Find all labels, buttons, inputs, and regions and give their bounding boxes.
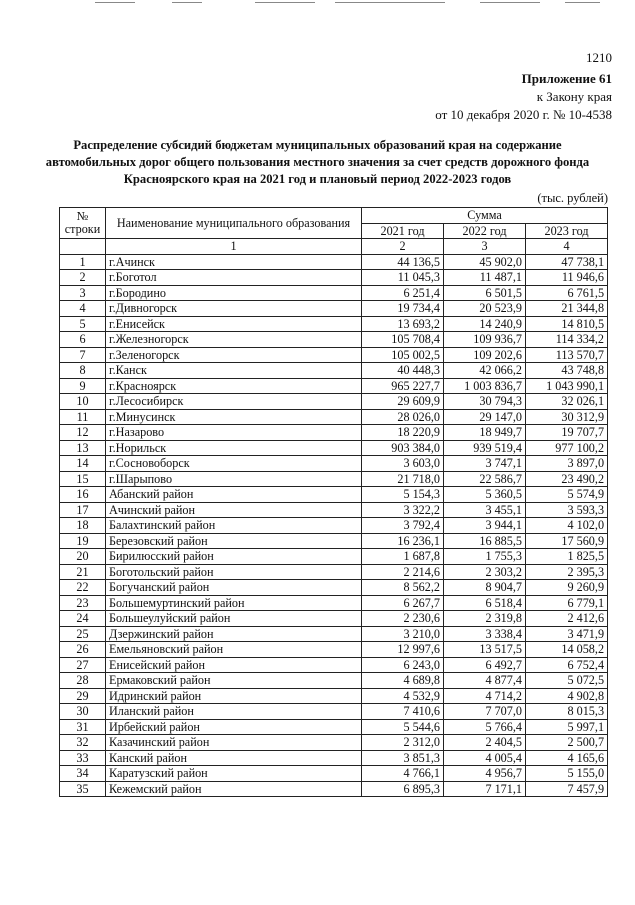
- amount-2023: 21 344,8: [526, 301, 608, 317]
- amount-2022: 5 360,5: [444, 487, 526, 503]
- amount-2022: 939 519,4: [444, 440, 526, 456]
- amount-2021: 6 251,4: [362, 285, 444, 301]
- row-number: 32: [60, 735, 106, 751]
- amount-2023: 2 412,6: [526, 611, 608, 627]
- municipality-name: Каратузский район: [106, 766, 362, 782]
- amount-2022: 18 949,7: [444, 425, 526, 441]
- amount-2023: 14 810,5: [526, 316, 608, 332]
- table-row: [60, 533, 608, 549]
- row-number: 12: [60, 425, 106, 441]
- row-number: 28: [60, 673, 106, 689]
- row-number: 21: [60, 564, 106, 580]
- table-row: [60, 316, 608, 332]
- amount-2023: 43 748,8: [526, 363, 608, 379]
- appendix-title: Приложение 61: [521, 71, 612, 86]
- table-row: [60, 735, 608, 751]
- header-year-2022: 2022 год: [444, 223, 526, 239]
- amount-2023: 17 560,9: [526, 533, 608, 549]
- table-row: [60, 502, 608, 518]
- amount-2021: 7 410,6: [362, 704, 444, 720]
- row-number: 8: [60, 363, 106, 379]
- table-row: [60, 487, 608, 503]
- amount-2023: 5 574,9: [526, 487, 608, 503]
- amount-2021: 3 322,2: [362, 502, 444, 518]
- row-number: 35: [60, 781, 106, 797]
- amount-2021: 3 851,3: [362, 750, 444, 766]
- municipality-name: Бирилюсский район: [106, 549, 362, 565]
- header-row-number: № строки: [60, 208, 106, 239]
- municipality-name: г.Лесосибирск: [106, 394, 362, 410]
- municipality-name: Казачинский район: [106, 735, 362, 751]
- municipality-name: Богучанский район: [106, 580, 362, 596]
- municipality-name: г.Красноярск: [106, 378, 362, 394]
- row-number: 30: [60, 704, 106, 720]
- amount-2022: 109 202,6: [444, 347, 526, 363]
- header-year-2023: 2023 год: [526, 223, 608, 239]
- appendix-date-line: от 10 декабря 2020 г. № 10-4538: [435, 107, 612, 122]
- row-number: 13: [60, 440, 106, 456]
- amount-2022: 109 936,7: [444, 332, 526, 348]
- table-row: [60, 750, 608, 766]
- amount-2021: 4 766,1: [362, 766, 444, 782]
- amount-2022: 6 492,7: [444, 657, 526, 673]
- amount-2023: 30 312,9: [526, 409, 608, 425]
- row-number: 3: [60, 285, 106, 301]
- amount-2022: 29 147,0: [444, 409, 526, 425]
- table-row: [60, 378, 608, 394]
- municipality-name: г.Назарово: [106, 425, 362, 441]
- municipality-name: г.Шарыпово: [106, 471, 362, 487]
- municipality-name: Ирбейский район: [106, 719, 362, 735]
- row-number: 26: [60, 642, 106, 658]
- municipality-name: Дзержинский район: [106, 626, 362, 642]
- municipality-name: Емельяновский район: [106, 642, 362, 658]
- amount-2022: 6 518,4: [444, 595, 526, 611]
- amount-2023: 7 457,9: [526, 781, 608, 797]
- table-row: [60, 704, 608, 720]
- amount-2021: 3 792,4: [362, 518, 444, 534]
- amount-2023: 2 500,7: [526, 735, 608, 751]
- amount-2022: 1 755,3: [444, 549, 526, 565]
- amount-2022: 3 747,1: [444, 456, 526, 472]
- amount-2021: 105 002,5: [362, 347, 444, 363]
- row-number: 17: [60, 502, 106, 518]
- amount-2021: 12 997,6: [362, 642, 444, 658]
- amount-2023: 32 026,1: [526, 394, 608, 410]
- table-row: [60, 425, 608, 441]
- row-number: 15: [60, 471, 106, 487]
- row-number: 18: [60, 518, 106, 534]
- table-row: [60, 440, 608, 456]
- amount-2023: 6 779,1: [526, 595, 608, 611]
- column-index-3: 3: [444, 239, 526, 255]
- table-row: [60, 611, 608, 627]
- table-row: [60, 719, 608, 735]
- table-row: [60, 254, 608, 270]
- amount-2023: 1 043 990,1: [526, 378, 608, 394]
- amount-2021: 2 312,0: [362, 735, 444, 751]
- amount-2023: 47 738,1: [526, 254, 608, 270]
- table-row: [60, 456, 608, 472]
- municipality-name: г.Енисейск: [106, 316, 362, 332]
- table-row: [60, 270, 608, 286]
- row-number: 33: [60, 750, 106, 766]
- page-number: 1210: [586, 50, 612, 65]
- table-row: [60, 781, 608, 797]
- amount-2022: 8 904,7: [444, 580, 526, 596]
- amount-2022: 20 523,9: [444, 301, 526, 317]
- amount-2022: 3 338,4: [444, 626, 526, 642]
- table-row: [60, 394, 608, 410]
- amount-2021: 105 708,4: [362, 332, 444, 348]
- amount-2023: 6 761,5: [526, 285, 608, 301]
- table-row: [60, 673, 608, 689]
- amount-2021: 2 230,6: [362, 611, 444, 627]
- amount-2021: 21 718,0: [362, 471, 444, 487]
- amount-2021: 18 220,9: [362, 425, 444, 441]
- amount-2022: 5 766,4: [444, 719, 526, 735]
- row-number: 34: [60, 766, 106, 782]
- amount-2022: 7 707,0: [444, 704, 526, 720]
- row-number: 11: [60, 409, 106, 425]
- amount-2021: 19 734,4: [362, 301, 444, 317]
- row-number: 20: [60, 549, 106, 565]
- amount-2022: 45 902,0: [444, 254, 526, 270]
- row-number: 10: [60, 394, 106, 410]
- amount-2021: 16 236,1: [362, 533, 444, 549]
- municipality-name: Кежемский район: [106, 781, 362, 797]
- amount-2021: 6 895,3: [362, 781, 444, 797]
- row-number: 19: [60, 533, 106, 549]
- amount-2023: 14 058,2: [526, 642, 608, 658]
- municipality-name: Ачинский район: [106, 502, 362, 518]
- amount-2021: 2 214,6: [362, 564, 444, 580]
- appendix-law-line: к Закону края: [536, 89, 612, 104]
- amount-2023: 4 165,6: [526, 750, 608, 766]
- municipality-name: г.Норильск: [106, 440, 362, 456]
- header-year-2021: 2021 год: [362, 223, 444, 239]
- amount-2022: 1 003 836,7: [444, 378, 526, 394]
- amount-2021: 3 603,0: [362, 456, 444, 472]
- amount-2022: 4 877,4: [444, 673, 526, 689]
- amount-2021: 6 243,0: [362, 657, 444, 673]
- table-row: [60, 301, 608, 317]
- row-number: 14: [60, 456, 106, 472]
- municipality-name: Канский район: [106, 750, 362, 766]
- amount-2022: 4 714,2: [444, 688, 526, 704]
- municipality-name: Балахтинский район: [106, 518, 362, 534]
- municipality-name: Ермаковский район: [106, 673, 362, 689]
- table-row: [60, 766, 608, 782]
- row-number: 1: [60, 254, 106, 270]
- municipality-name: Березовский район: [106, 533, 362, 549]
- amount-2021: 8 562,2: [362, 580, 444, 596]
- municipality-name: Боготольский район: [106, 564, 362, 580]
- amount-2023: 23 490,2: [526, 471, 608, 487]
- amount-2023: 977 100,2: [526, 440, 608, 456]
- amount-2022: 22 586,7: [444, 471, 526, 487]
- municipality-name: Иланский район: [106, 704, 362, 720]
- municipality-name: г.Боготол: [106, 270, 362, 286]
- table-row: [60, 642, 608, 658]
- row-number: 16: [60, 487, 106, 503]
- column-index-number: [60, 239, 106, 255]
- amount-2021: 3 210,0: [362, 626, 444, 642]
- amount-2022: 6 501,5: [444, 285, 526, 301]
- amount-2023: 5 997,1: [526, 719, 608, 735]
- amount-2023: 3 593,3: [526, 502, 608, 518]
- row-number: 7: [60, 347, 106, 363]
- amount-2021: 903 384,0: [362, 440, 444, 456]
- column-index-1: 1: [106, 239, 362, 255]
- table-row: [60, 471, 608, 487]
- amount-2022: 13 517,5: [444, 642, 526, 658]
- row-number: 31: [60, 719, 106, 735]
- amount-2022: 2 404,5: [444, 735, 526, 751]
- amount-2021: 13 693,2: [362, 316, 444, 332]
- municipality-name: г.Минусинск: [106, 409, 362, 425]
- table-row: [60, 409, 608, 425]
- table-row: [60, 549, 608, 565]
- municipality-name: Енисейский район: [106, 657, 362, 673]
- amount-2023: 4 902,8: [526, 688, 608, 704]
- amount-2023: 4 102,0: [526, 518, 608, 534]
- table-row: [60, 564, 608, 580]
- amount-2021: 1 687,8: [362, 549, 444, 565]
- amount-2023: 8 015,3: [526, 704, 608, 720]
- row-number: 24: [60, 611, 106, 627]
- amount-2021: 5 154,3: [362, 487, 444, 503]
- amount-2022: 11 487,1: [444, 270, 526, 286]
- amount-2023: 113 570,7: [526, 347, 608, 363]
- amount-2023: 114 334,2: [526, 332, 608, 348]
- header-municipality-name: Наименование муниципального образования: [106, 208, 362, 239]
- amount-2023: 3 897,0: [526, 456, 608, 472]
- amount-2021: 4 532,9: [362, 688, 444, 704]
- units-label: (тыс. рублей): [537, 191, 608, 205]
- amount-2022: 2 303,2: [444, 564, 526, 580]
- municipality-name: Большемуртинский район: [106, 595, 362, 611]
- row-number: 29: [60, 688, 106, 704]
- amount-2022: 4 005,4: [444, 750, 526, 766]
- amount-2023: 19 707,7: [526, 425, 608, 441]
- table-row: [60, 285, 608, 301]
- municipality-name: Идринский район: [106, 688, 362, 704]
- table-row: [60, 626, 608, 642]
- amount-2022: 7 171,1: [444, 781, 526, 797]
- amount-2021: 29 609,9: [362, 394, 444, 410]
- row-number: 25: [60, 626, 106, 642]
- municipality-name: г.Железногорск: [106, 332, 362, 348]
- header-sum: Сумма: [362, 208, 608, 224]
- amount-2022: 2 319,8: [444, 611, 526, 627]
- table-row: [60, 688, 608, 704]
- amount-2021: 40 448,3: [362, 363, 444, 379]
- amount-2022: 3 944,1: [444, 518, 526, 534]
- amount-2023: 5 072,5: [526, 673, 608, 689]
- amount-2023: 3 471,9: [526, 626, 608, 642]
- amount-2021: 44 136,5: [362, 254, 444, 270]
- row-number: 4: [60, 301, 106, 317]
- table-row: [60, 595, 608, 611]
- column-index-4: 4: [526, 239, 608, 255]
- row-number: 22: [60, 580, 106, 596]
- amount-2021: 28 026,0: [362, 409, 444, 425]
- table-row: [60, 657, 608, 673]
- municipality-name: Большеулуйский район: [106, 611, 362, 627]
- column-index-2: 2: [362, 239, 444, 255]
- amount-2021: 965 227,7: [362, 378, 444, 394]
- amount-2023: 5 155,0: [526, 766, 608, 782]
- amount-2022: 42 066,2: [444, 363, 526, 379]
- amount-2022: 4 956,7: [444, 766, 526, 782]
- row-number: 23: [60, 595, 106, 611]
- row-number: 6: [60, 332, 106, 348]
- amount-2023: 11 946,6: [526, 270, 608, 286]
- municipality-name: Абанский район: [106, 487, 362, 503]
- table-row: [60, 580, 608, 596]
- scan-edge-artifact: [0, 0, 635, 8]
- municipality-name: г.Канск: [106, 363, 362, 379]
- amount-2022: 16 885,5: [444, 533, 526, 549]
- amount-2023: 6 752,4: [526, 657, 608, 673]
- subsidy-table: [59, 207, 608, 797]
- row-number: 2: [60, 270, 106, 286]
- municipality-name: г.Сосновоборск: [106, 456, 362, 472]
- amount-2021: 5 544,6: [362, 719, 444, 735]
- amount-2022: 14 240,9: [444, 316, 526, 332]
- municipality-name: г.Ачинск: [106, 254, 362, 270]
- document-title: Распределение субсидий бюджетам муниципальных образований края на содержание автомобильных дорог общего пользования местного значения за счет средств дорожного фонда Красноярского края на 2021 год и плановый период 2022-2023 годов: [45, 138, 590, 186]
- row-number: 9: [60, 378, 106, 394]
- municipality-name: г.Дивногорск: [106, 301, 362, 317]
- amount-2023: 1 825,5: [526, 549, 608, 565]
- row-number: 27: [60, 657, 106, 673]
- row-number: 5: [60, 316, 106, 332]
- amount-2021: 6 267,7: [362, 595, 444, 611]
- table-row: [60, 332, 608, 348]
- municipality-name: г.Зеленогорск: [106, 347, 362, 363]
- appendix-reference: [435, 70, 612, 124]
- table-row: [60, 518, 608, 534]
- amount-2022: 3 455,1: [444, 502, 526, 518]
- table-row: [60, 363, 608, 379]
- amount-2022: 30 794,3: [444, 394, 526, 410]
- municipality-name: г.Бородино: [106, 285, 362, 301]
- table-body: [60, 254, 608, 797]
- amount-2021: 4 689,8: [362, 673, 444, 689]
- amount-2021: 11 045,3: [362, 270, 444, 286]
- amount-2023: 9 260,9: [526, 580, 608, 596]
- amount-2023: 2 395,3: [526, 564, 608, 580]
- table-row: [60, 347, 608, 363]
